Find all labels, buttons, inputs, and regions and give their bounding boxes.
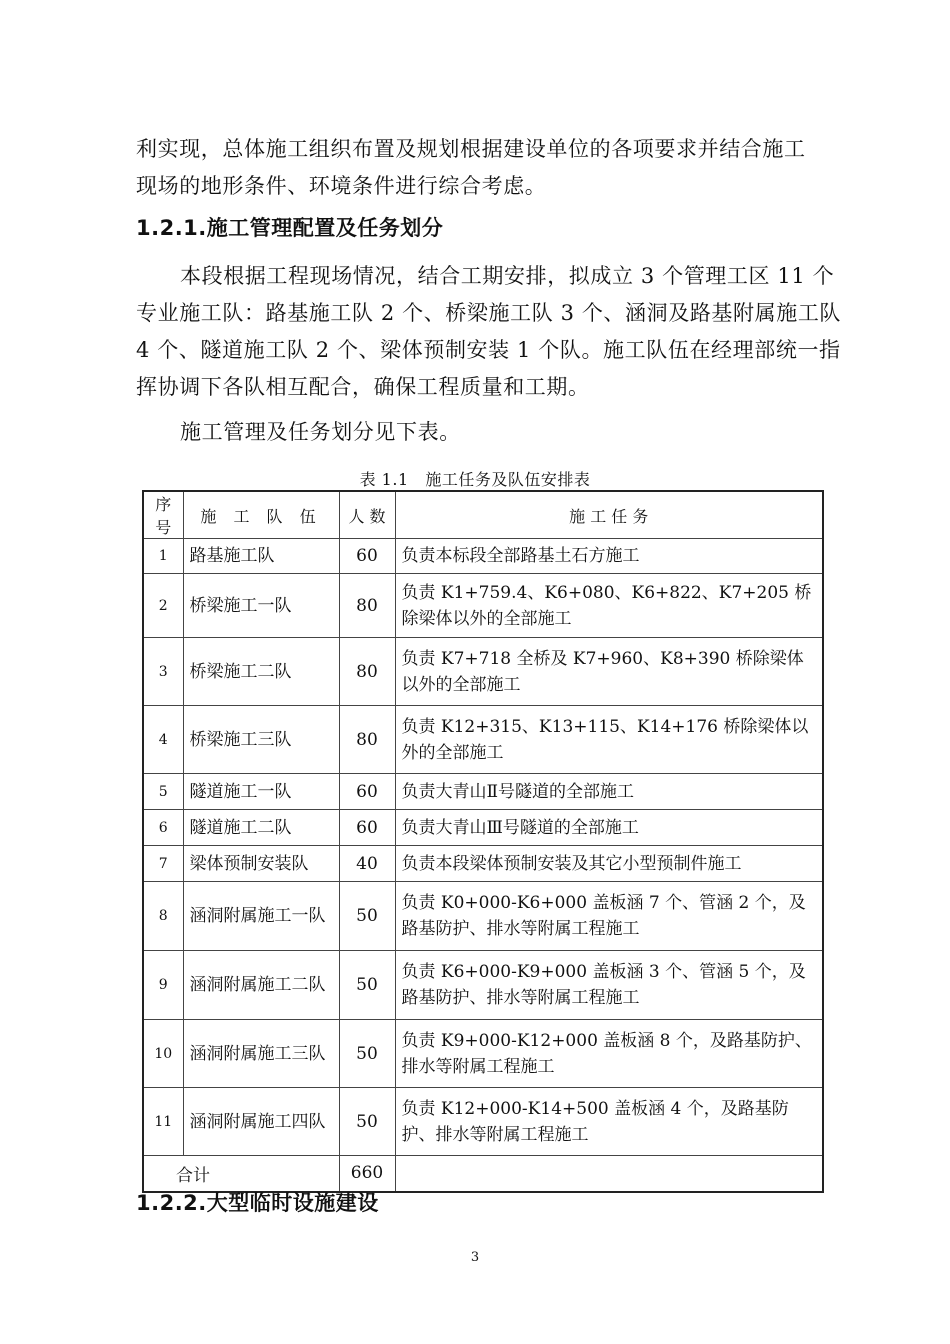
- header-task: 施 工 任 务: [395, 491, 823, 539]
- intro-line: 利实现，总体施工组织布置及规划根据建设单位的各项要求并结合施工: [136, 137, 806, 161]
- row-team: 隧道施工一队: [183, 774, 339, 810]
- section-heading: 1.2.2.大型临时设施建设: [136, 1191, 379, 1215]
- row-team: 桥梁施工二队: [183, 638, 339, 706]
- row-team: 涵洞附属施工四队: [183, 1088, 339, 1156]
- total-count: 660: [339, 1156, 395, 1192]
- row-count: 50: [339, 1020, 395, 1088]
- section-heading: 1.2.1.施工管理配置及任务划分: [136, 216, 444, 240]
- header-count: 人 数: [339, 491, 395, 539]
- row-team: 涵洞附属施工一队: [183, 882, 339, 951]
- table-row: [143, 810, 823, 846]
- table-header-row: [143, 491, 823, 539]
- row-team: 桥梁施工一队: [183, 574, 339, 638]
- row-no: 7: [143, 846, 183, 882]
- table-row: [143, 706, 823, 774]
- row-no: 2: [143, 574, 183, 638]
- row-team: 涵洞附属施工三队: [183, 1020, 339, 1088]
- row-no: 3: [143, 638, 183, 706]
- row-count: 50: [339, 1088, 395, 1156]
- table-row: [143, 951, 823, 1020]
- row-count: 80: [339, 574, 395, 638]
- table-caption: 表 1.1 施工任务及队伍安排表: [359, 470, 591, 489]
- intro-paragraph: [136, 131, 846, 205]
- row-task: 负责大青山Ⅲ号隧道的全部施工: [395, 810, 823, 846]
- table-row: [143, 539, 823, 574]
- table-row: [143, 846, 823, 882]
- header-team: 施 工 队 伍: [183, 491, 339, 539]
- table-row: [143, 882, 823, 951]
- row-team: 梁体预制安装队: [183, 846, 339, 882]
- row-count: 60: [339, 539, 395, 574]
- row-count: 40: [339, 846, 395, 882]
- row-no: 1: [143, 539, 183, 574]
- row-task: 负责 K1+759.4、K6+080、K6+822、K7+205 桥除梁体以外的全部施工: [395, 574, 823, 638]
- page-number: 3: [470, 1250, 480, 1265]
- row-task: 负责 K12+315、K13+115、K14+176 桥除梁体以外的全部施工: [395, 706, 823, 774]
- row-count: 80: [339, 706, 395, 774]
- row-task: 负责 K6+000-K9+000 盖板涵 3 个、管涵 5 个，及路基防护、排水等附属工程施工: [395, 951, 823, 1020]
- row-no: 6: [143, 810, 183, 846]
- intro-line: 现场的地形条件、环境条件进行综合考虑。: [136, 174, 547, 198]
- row-task: 负责本标段全部路基土石方施工: [395, 539, 823, 574]
- table-row: [143, 774, 823, 810]
- row-count: 80: [339, 638, 395, 706]
- table-row: [143, 1020, 823, 1088]
- body-paragraph: 施工管理及任务划分见下表。: [180, 420, 461, 444]
- row-no: 9: [143, 951, 183, 1020]
- row-count: 50: [339, 882, 395, 951]
- row-task: 负责 K7+718 全桥及 K7+960、K8+390 桥除梁体以外的全部施工: [395, 638, 823, 706]
- row-task: 负责大青山Ⅱ号隧道的全部施工: [395, 774, 823, 810]
- body-paragraph: 本段根据工程现场情况，结合工期安排，拟成立 3 个管理工区 11 个专业施工队：路基施工队 2 个、桥梁施工队 3 个、涵洞及路基附属施工队 4 个、隧道施工队 2 个、梁体预制安装 1 个队。施工队伍在经理部统一指挥协调下各队相互配合，确保工程质量和工期。: [136, 264, 842, 399]
- task-table: [142, 490, 824, 1193]
- row-count: 60: [339, 810, 395, 846]
- total-task-empty: [395, 1156, 823, 1192]
- row-team: 桥梁施工三队: [183, 706, 339, 774]
- row-no: 4: [143, 706, 183, 774]
- row-task: 负责 K12+000-K14+500 盖板涵 4 个，及路基防护、排水等附属工程施工: [395, 1088, 823, 1156]
- total-label: 合计: [143, 1156, 339, 1192]
- row-no: 10: [143, 1020, 183, 1088]
- row-no: 5: [143, 774, 183, 810]
- row-team: 隧道施工二队: [183, 810, 339, 846]
- row-team: 路基施工队: [183, 539, 339, 574]
- header-no: 序号: [143, 491, 183, 539]
- table-row: [143, 574, 823, 638]
- table-row: [143, 638, 823, 706]
- row-task: 负责本段梁体预制安装及其它小型预制件施工: [395, 846, 823, 882]
- row-count: 60: [339, 774, 395, 810]
- row-no: 11: [143, 1088, 183, 1156]
- row-count: 50: [339, 951, 395, 1020]
- row-no: 8: [143, 882, 183, 951]
- row-team: 涵洞附属施工二队: [183, 951, 339, 1020]
- row-task: 负责 K9+000-K12+000 盖板涵 8 个，及路基防护、排水等附属工程施工: [395, 1020, 823, 1088]
- row-task: 负责 K0+000-K6+000 盖板涵 7 个、管涵 2 个，及路基防护、排水等附属工程施工: [395, 882, 823, 951]
- table-row: [143, 1088, 823, 1156]
